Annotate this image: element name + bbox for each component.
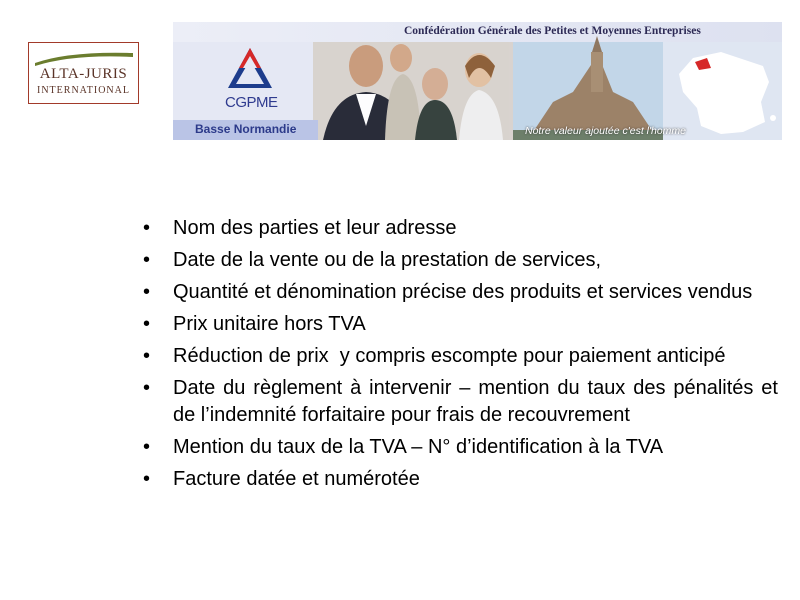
list-item	[140, 247, 778, 274]
cgpme-triangle-icon	[228, 48, 272, 88]
banner-tagline: Notre valeur ajoutée c'est l'homme	[525, 125, 687, 137]
list-item-text: Réduction de prix y compris escompte pour paiement anticipé	[173, 345, 726, 367]
bullet-icon: •	[143, 313, 151, 335]
list-item-text: Facture datée et numérotée	[173, 467, 420, 490]
banner-title: Confédération Générale des Petites et Moyennes Entreprises	[404, 25, 701, 37]
list-item	[140, 434, 778, 461]
bullet-icon: •	[143, 217, 151, 239]
list-item	[140, 343, 778, 370]
list-item	[140, 215, 778, 242]
logo-title: ALTA-JURIS	[39, 66, 128, 82]
list-item	[140, 466, 778, 493]
list-item	[140, 311, 778, 338]
list-item-text: Nom des parties et leur adresse	[173, 217, 457, 239]
list-item-text: Quantité et dénomination précise des produits et services vendus	[173, 281, 753, 303]
list-item-text: Date du règlement à intervenir – mention du taux des pénalités et de l’indemnité forfaitaire pour frais de recouvrement	[173, 377, 778, 426]
logo-subtitle: INTERNATIONAL	[37, 85, 130, 96]
region-label: Basse Normandie	[195, 122, 297, 136]
bullet-icon: •	[143, 467, 151, 490]
bullet-icon: •	[143, 377, 151, 399]
people-photo	[313, 42, 513, 140]
list-item-text: Date de la vente ou de la prestation de services,	[173, 249, 602, 271]
cgpme-banner	[173, 22, 782, 140]
bullet-icon: •	[143, 345, 151, 367]
bullet-icon: •	[143, 281, 151, 303]
list-item	[140, 375, 778, 428]
alta-juris-logo	[28, 42, 139, 104]
invoice-requirements-list	[140, 215, 778, 498]
list-item	[140, 279, 778, 306]
list-item-text: Mention du taux de la TVA – N° d’identification à la TVA	[173, 435, 664, 458]
cgpme-label: CGPME	[225, 94, 278, 111]
bullet-icon: •	[143, 435, 151, 458]
bullet-icon: •	[143, 249, 151, 271]
list-item-text: Prix unitaire hors TVA	[173, 313, 366, 335]
